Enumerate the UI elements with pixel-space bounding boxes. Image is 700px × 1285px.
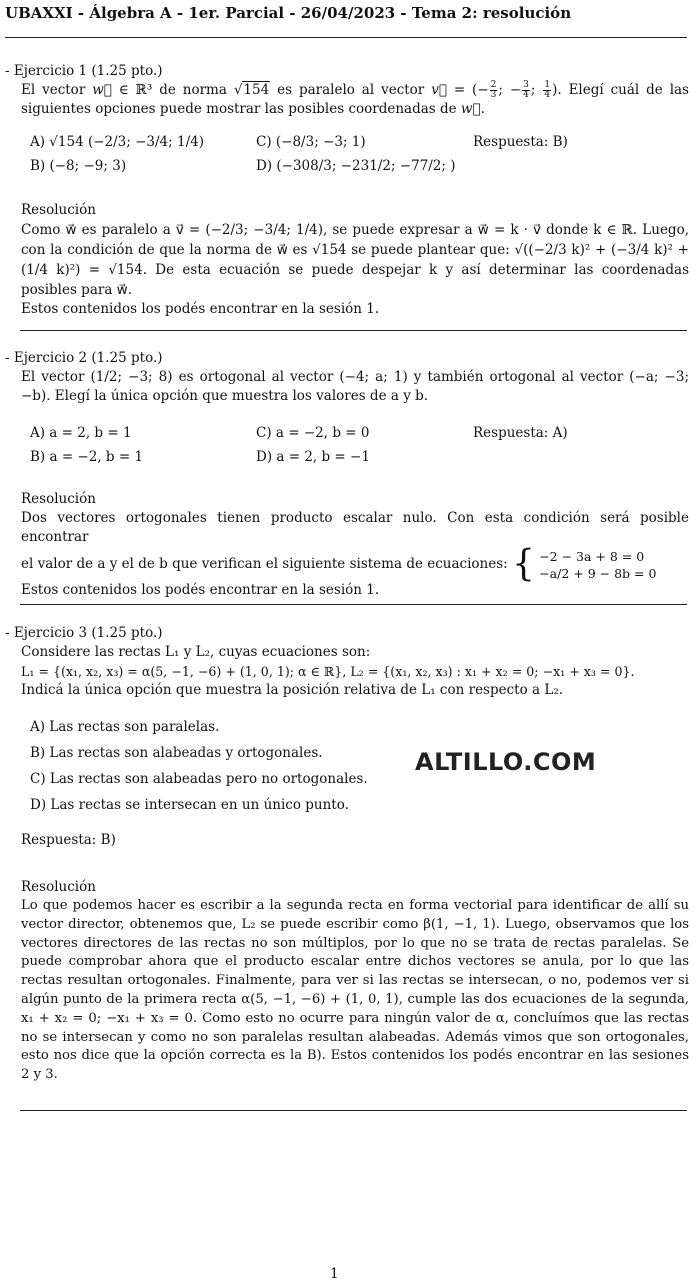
watermark-logo: ALTILLO.COM bbox=[415, 748, 597, 776]
exercise-2 bbox=[5, 349, 689, 406]
exercise-1-option-a: A) √154 (−2/3; −3/4; 1/4) bbox=[30, 134, 204, 150]
exercise-2-option-c: C) a = −2, b = 0 bbox=[256, 425, 370, 441]
exercise-1 bbox=[5, 62, 689, 119]
exercise-2-option-b: B) a = −2, b = 1 bbox=[30, 449, 144, 465]
exercise-2-resolution-text-2: el valor de a y el de b que verifican el siguiente sistema de ecuaciones: bbox=[21, 556, 508, 572]
equation-1: −2 − 3a + 8 = 0 bbox=[539, 548, 645, 564]
exercise-2-resolution-ref: Estos contenidos los podés encontrar en la sesión 1. bbox=[21, 582, 380, 598]
exercise-2-resolution-label: Resolución bbox=[21, 491, 96, 507]
exercise-2-option-a: A) a = 2, b = 1 bbox=[30, 425, 132, 441]
exercise-2-option-d: D) a = 2, b = −1 bbox=[256, 449, 370, 465]
exercise-3-statement-1: Considere las rectas L₁ y L₂, cuyas ecuaciones son: bbox=[21, 644, 371, 660]
exercise-3 bbox=[5, 624, 689, 700]
exercise-3-resolution-label: Resolución bbox=[21, 879, 96, 895]
equation-system bbox=[539, 548, 656, 582]
exercise-3-resolution-text: Lo que podemos hacer es escribir a la segunda recta en forma vectorial para identificar de allí su vector director, obtenemos que, L₂ se puede escribir como β(1, −1, 1). Luego, observamos que los vectores directores de las rectas no son múltiplos, por lo que no se trata de rectas paralelas. Se puede comprobar ahora que el producto escalar entre dichos vectores se anula, por lo que las rectas resultan ortogonales. Finalmente, para ver si las rectas se intersecan, o no, podemos ver si algún punto de la primera recta α(5, −1, −6) + (1, 0, 1), cumple las dos ecuaciones de la segunda, x₁ + x₂ = 0; −x₁ + x₃ = 0. Como esto no ocurre para ningún valor de α, concluímos que las rectas no se intersecan y como no son paralelas resultan alabeadas. Además vimos que son ortogonales, esto nos dice que la opción correcta es la B). Estos contenidos los podés encontrar en las sesiones 2 y 3. bbox=[21, 898, 689, 1083]
exercise-3-statement-3: Indicá la única opción que muestra la posición relativa de L₁ con respecto a L₂. bbox=[21, 682, 564, 698]
exercise-3-answer: Respuesta: B) bbox=[21, 832, 116, 848]
exercise-3-option-a: A) Las rectas son paralelas. bbox=[30, 719, 220, 735]
separator-rule-1 bbox=[20, 330, 687, 331]
exercise-3-option-d: D) Las rectas se intersecan en un único punto. bbox=[30, 797, 349, 813]
exercise-3-option-c: C) Las rectas son alabeadas pero no ortogonales. bbox=[30, 771, 368, 787]
separator-rule-2 bbox=[20, 604, 687, 605]
exercise-1-option-d: D) (−308/3; −231/2; −77/2; ) bbox=[256, 158, 456, 174]
equation-2: −a/2 + 9 − 8b = 0 bbox=[539, 565, 657, 581]
exercise-1-option-b: B) (−8; −9; 3) bbox=[30, 158, 127, 174]
exercise-1-resolution bbox=[5, 201, 689, 319]
exercise-2-resolution-system-line bbox=[5, 543, 689, 585]
exercise-1-resolution-text: Como w⃗ es paralelo a v⃗ = (−2/3; −3/4; 1/4), se puede expresar a w⃗ = k · v⃗ donde k ∈ ℝ. Luego, con la condición de que la norma de w⃗ es √154 se puede plantear que: √((−2/3 k)² + (−3/4 k)² + (1/4 k)²) = √154. De esta ecuación se puede despejar k y así determinar las coordenadas posibles para w⃗. bbox=[21, 222, 689, 298]
exercise-2-resolution bbox=[5, 490, 689, 600]
exercise-3-title: - Ejercicio 3 (1.25 pto.) bbox=[5, 625, 163, 641]
exercise-1-answer: Respuesta: B) bbox=[473, 134, 568, 150]
exercise-2-resolution-text: Dos vectores ortogonales tienen producto escalar nulo. Con esta condición será posible encontrar bbox=[21, 510, 689, 545]
exercise-1-option-c: C) (−8/3; −3; 1) bbox=[256, 134, 366, 150]
exercise-2-title: - Ejercicio 2 (1.25 pto.) bbox=[5, 350, 163, 366]
page-header-title: UBAXXI - Álgebra A - 1er. Parcial - 26/04/2023 - Tema 2: resolución bbox=[5, 4, 572, 22]
system-brace: { bbox=[512, 543, 535, 585]
exercise-1-resolution-label: Resolución bbox=[21, 202, 96, 218]
exercise-1-resolution-ref: Estos contenidos los podés encontrar en la sesión 1. bbox=[21, 301, 380, 317]
exercise-3-statement-2: L₁ = {(x₁, x₂, x₃) = α(5, −1, −6) + (1, 0, 1); α ∈ ℝ}, L₂ = {(x₁, x₂, x₃) : x₁ + x₂ = 0; −x₁ + x₃ = 0}. bbox=[21, 664, 635, 679]
exercise-1-title: - Ejercicio 1 (1.25 pto.) bbox=[5, 63, 163, 79]
header-rule bbox=[5, 37, 687, 38]
exercise-3-option-b: B) Las rectas son alabeadas y ortogonales. bbox=[30, 745, 323, 761]
exercise-1-statement: El vector w⃗ ∈ ℝ³ de norma √154 es paralelo al vector v⃗ = (− $\frac{2}{3}$ ; − $\frac{3}{4}$ ; $\frac{1}{4}$ ). Elegí cuál de las siguientes opciones puede mostrar las posibles coordenadas de w⃗. bbox=[21, 80, 689, 117]
exercise-3-options bbox=[30, 714, 368, 818]
exercise-2-answer: Respuesta: A) bbox=[473, 425, 568, 441]
exercise-2-statement: El vector (1/2; −3; 8) es ortogonal al vector (−4; a; 1) y también ortogonal al vector (−a; −3; −b). Elegí la única opción que muestra los valores de a y b. bbox=[21, 369, 689, 404]
separator-rule-3 bbox=[20, 1110, 687, 1111]
exercise-3-resolution bbox=[5, 878, 689, 1085]
page-number: 1 bbox=[330, 1266, 339, 1282]
